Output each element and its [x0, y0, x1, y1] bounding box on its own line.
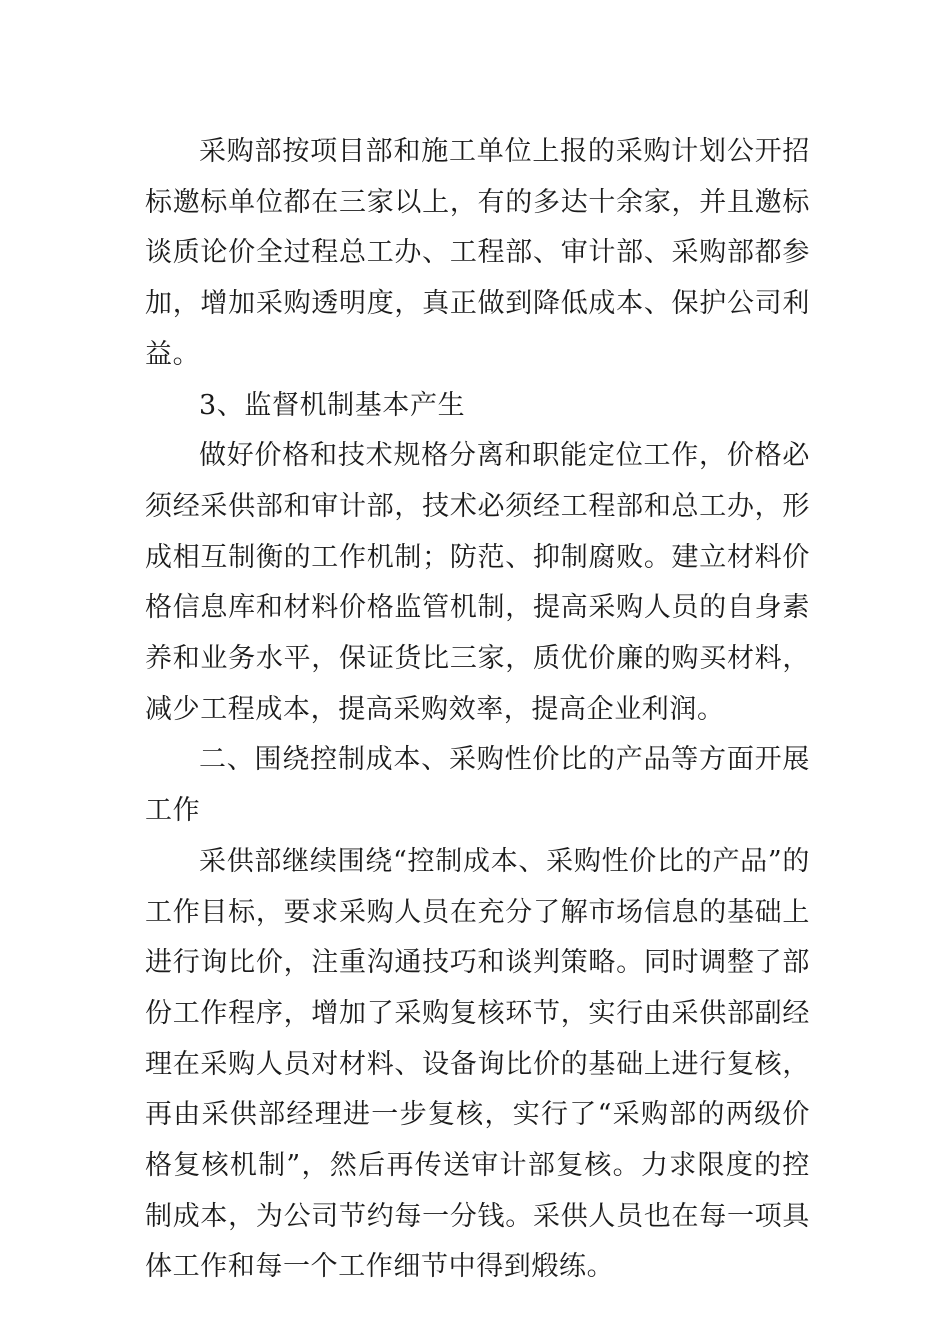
heading-cost-control-work: 二、围绕控制成本、采购性价比的产品等方面开展工作 — [145, 744, 810, 827]
paragraph-procurement-bidding: 采购部按项目部和施工单位上报的采购计划公开招标邀标单位都在三家以上，有的多达十余家，并且邀标谈质论价全过程总工办、工程部、审计部、采购部都参加，增加采购透明度，真正做到降低成本、保护公司利益。 — [145, 136, 810, 370]
document-body — [145, 127, 810, 1293]
paragraph-cost-control-details: 采供部继续围绕“控制成本、采购性价比的产品”的工作目标，要求采购人员在充分了解市场信息的基础上进行询比价，注重沟通技巧和谈判策略。同时调整了部份工作程序，增加了采购复核环节，实行由采供部副经理在采购人员对材料、设备询比价的基础上进行复核，再由采供部经理进一步复核，实行了“采购部的两级价格复核机制”，然后再传送审计部复核。力求限度的控制成本，为公司节约每一分钱。采供人员也在每一项具体工作和每一个工作细节中得到煅练。 — [145, 845, 810, 1283]
heading-supervision-mechanism: 3、监督机制基本产生 — [199, 389, 466, 421]
paragraph-price-technical-separation: 做好价格和技术规格分离和职能定位工作，价格必须经采供部和审计部，技术必须经工程部和总工办，形成相互制衡的工作机制；防范、抑制腐败。建立材料价格信息库和材料价格监管机制，提高采购人员的自身素养和业务水平，保证货比三家，质优价廉的购买材料，减少工程成本，提高采购效率，提高企业利润。 — [145, 440, 810, 725]
